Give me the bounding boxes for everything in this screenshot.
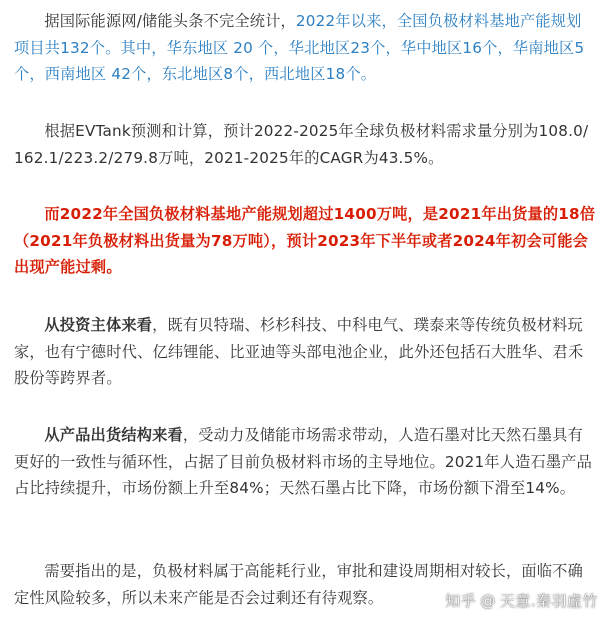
conclusion-text: 需要指出的是，负极材料属于高能耗行业，审批和建设周期相对较长，面临不确定性风险较多，所以未来产能是否会过剩还有待观察。 xyxy=(14,562,583,607)
watermark-author: 天意.秦羽虚竹 xyxy=(499,592,598,610)
investors-text: ，既有贝特瑞、杉杉科技、中科电气、璞泰来等传统负极材料玩家，也有宁德时代、亿纬锂能、比亚迪等头部电池企业，此外还包括石大胜华、君禾股份等跨界者。 xyxy=(14,316,584,387)
paragraph-investors xyxy=(14,312,596,392)
paragraph-project-stats xyxy=(14,8,596,88)
paragraph-product-structure xyxy=(14,422,596,502)
highlighted-project-stats: 2022年以来，全国负极材料基地产能规划项目共132个。其中，华东地区 20 个，华北地区23个，华中地区16个，华南地区5个，西南地区 42个，东北地区8个，西北地区18个。 xyxy=(14,12,585,83)
demand-forecast-text: 根据EVTank预测和计算，预计2022-2025年全球负极材料需求量分别为108.0/162.1/223.2/279.8万吨，2021-2025年的CAGR为43.5%。 xyxy=(14,122,589,167)
product-structure-text: ，受动力及储能市场需求带动，人造石墨对比天然石墨具有更好的一致性与循环性，占据了目前负极材料市场的主导地位。2021年人造石墨产品占比持续提升，市场份额上升至84%；天然石墨占比下降，市场份额下滑至14%。 xyxy=(14,426,593,497)
product-structure-lead: 从产品出货结构来看 xyxy=(44,426,183,444)
watermark-separator: @ xyxy=(480,592,496,610)
paragraph-demand-forecast xyxy=(14,118,596,171)
investors-lead: 从投资主体来看 xyxy=(44,316,153,334)
watermark-site: 知乎 xyxy=(445,592,477,610)
paragraph-source-text: 据国际能源网/储能头条不完全统计， xyxy=(44,12,296,30)
paragraph-overcapacity-warning xyxy=(14,201,596,281)
zhihu-watermark xyxy=(445,590,598,611)
overcapacity-warning-text: 而2022年全国负极材料基地产能规划超过1400万吨，是2021年出货量的18倍（2021年负极材料出货量为78万吨），预计2023年下半年或者2024年初会可能会出现产能过剩。 xyxy=(14,205,596,276)
